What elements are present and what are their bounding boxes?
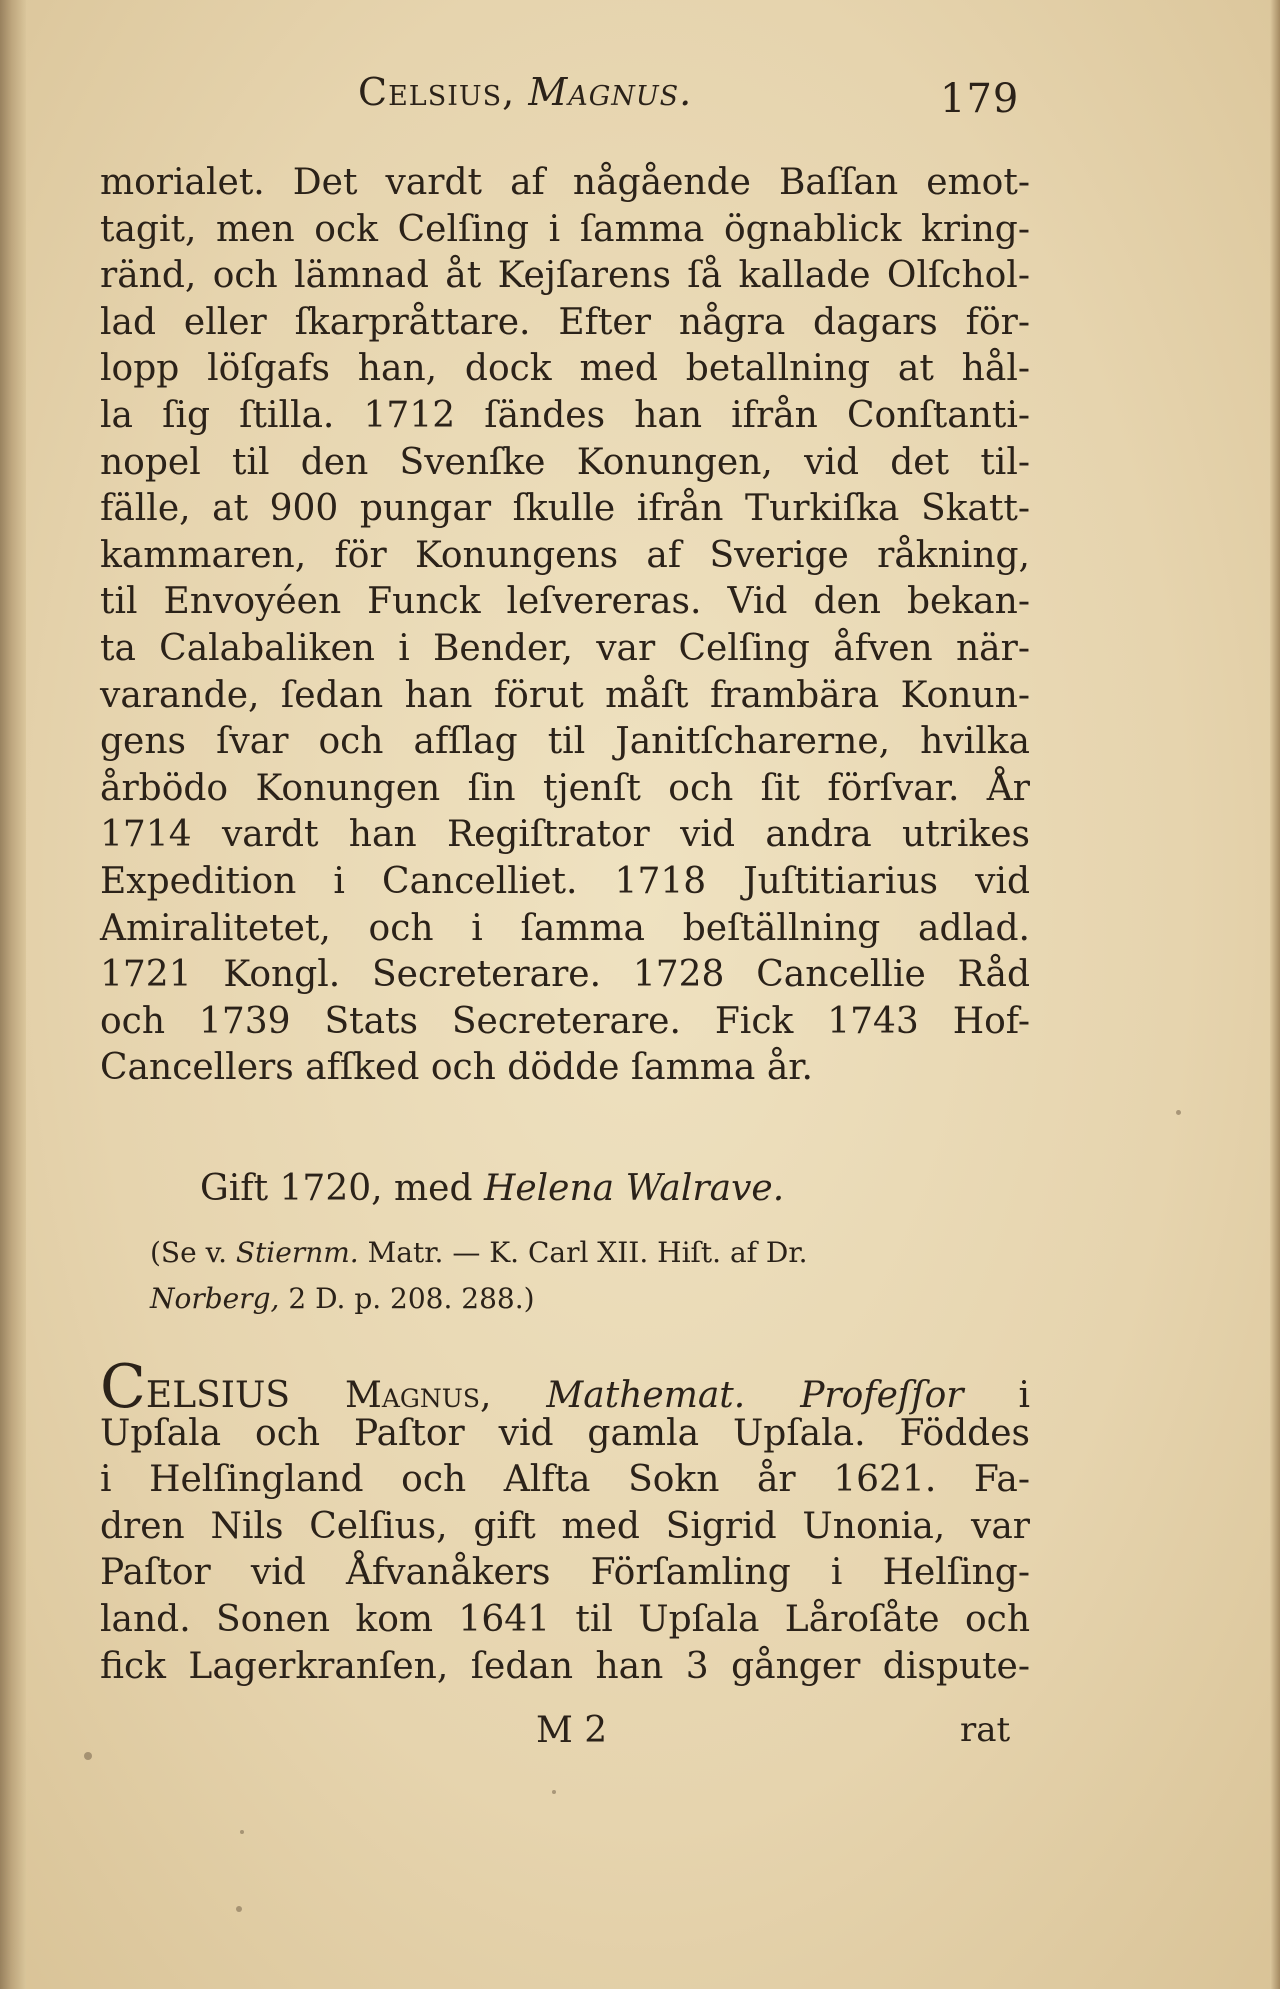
reference-line-1 (150, 1230, 1030, 1276)
ref-source-2: Norberg, (150, 1282, 280, 1315)
text-line: Expedition i Cancelliet. 1718 Juſtitiarius vid (100, 860, 1030, 902)
paper-speck (1176, 1110, 1181, 1115)
text-line: årbödo Konungen ſin tjenſt och ſit förſvar. År (100, 767, 1030, 809)
entry-celsius-magnus (100, 1352, 1030, 1690)
entry-head-rest: i (963, 1375, 1030, 1416)
running-head-name: Celsius (358, 70, 503, 114)
text-line: gens ſvar och afſlag til Janitſcharerne, hvilka (100, 721, 1030, 763)
text-line: fick Lagerkranſen, ſedan han 3 gånger dispute- (100, 1645, 1030, 1687)
page-number: 179 (940, 76, 1020, 122)
entry-head-name: ELSIUS Magnus, (145, 1375, 492, 1416)
entry-initial: C (100, 1352, 146, 1422)
text-line: land. Sonen kom 1641 til Upſala Låroſåte och (100, 1598, 1030, 1640)
signature-mark: M 2 (536, 1710, 608, 1751)
text-line: la ſig ſtilla. 1712 ſändes han ifrån Conſtanti- (100, 394, 1030, 436)
text-line: Amiralitetet, och i ſamma beſtällning adlad. (100, 907, 1030, 949)
text-line: tagit, men ock Celſing i ſamma ögnablick kring- (100, 208, 1030, 250)
page-edge (1270, 0, 1280, 1989)
text-line: ta Calabaliken i Bender, var Celſing åfven när- (100, 627, 1030, 669)
text-line: fälle, at 900 pungar ſkulle ifrån Turkiſka Skatt- (100, 488, 1030, 530)
reference-line-2 (150, 1276, 1030, 1322)
text-line: morialet. Det vardt af någående Baſſan emot- (100, 162, 1030, 203)
paper-speck (552, 1790, 556, 1794)
text-line: nopel til den Svenſke Konungen, vid det til- (100, 441, 1030, 483)
paper-speck (236, 1906, 242, 1912)
text-line: 1714 vardt han Regiſtrator vid andra utrikes (100, 814, 1030, 856)
ref-rest-2: 2 D. p. 208. 288.) (279, 1282, 535, 1315)
ref-prefix: (Se v. (150, 1236, 236, 1269)
entry-head-title: Mathemat. Profeſſor (491, 1375, 964, 1416)
text-line: och 1739 Stats Secreterare. Fick 1743 Hof- (100, 1000, 1030, 1042)
text-line: i Helſingland och Alfta Sokn år 1621. Fa- (100, 1459, 1030, 1501)
ref-rest-1: Matr. — K. Carl XII. Hiſt. af Dr. (358, 1236, 808, 1269)
text-line: 1721 Kongl. Secreterare. 1728 Cancellie Råd (100, 954, 1030, 996)
text-line: til Envoyéen Funck leſvereras. Vid den bekan- (100, 581, 1030, 623)
paragraph-celsing (100, 160, 1030, 1092)
paper-speck (240, 1830, 244, 1834)
text-line: lad eller ſkarpråttare. Efter några dagars för- (100, 301, 1030, 343)
text-line: dren Nils Celſius, gift med Sigrid Unonia, var (100, 1505, 1030, 1547)
marriage-line (200, 1166, 900, 1212)
text-line: varande, ſedan han förut måſt frambära Konun- (100, 674, 1030, 716)
marriage-prefix: Gift 1720, med (200, 1168, 484, 1209)
reference-note (150, 1230, 1030, 1322)
text-line: lopp löſgafs han, dock med betallning at hål- (100, 348, 1030, 390)
spouse-name: Helena Walrave. (483, 1168, 785, 1209)
text-line: kammaren, för Konungens af Sverige råkning, (100, 534, 1030, 576)
ref-source-1: Stiernm. (235, 1236, 359, 1269)
catchword: rat (960, 1710, 1011, 1750)
text-line: ränd, och lämnad åt Kejſarens ſå kallade Olſchol- (100, 255, 1030, 297)
entry-heading (100, 1352, 1030, 1422)
page-header (340, 62, 1040, 122)
running-head: Celsius, Magnus. (358, 70, 693, 114)
paper-speck (84, 1752, 92, 1760)
text-line: Paſtor vid Åfvanåkers Förſamling i Helſing- (100, 1552, 1030, 1594)
binding-edge (0, 0, 26, 1989)
running-head-forename: Magnus. (528, 70, 693, 114)
text-line: Cancellers afſked och dödde ſamma år. (100, 1047, 813, 1089)
text-line: Upſala och Paſtor vid gamla Upſala. Föddes (100, 1412, 1030, 1454)
